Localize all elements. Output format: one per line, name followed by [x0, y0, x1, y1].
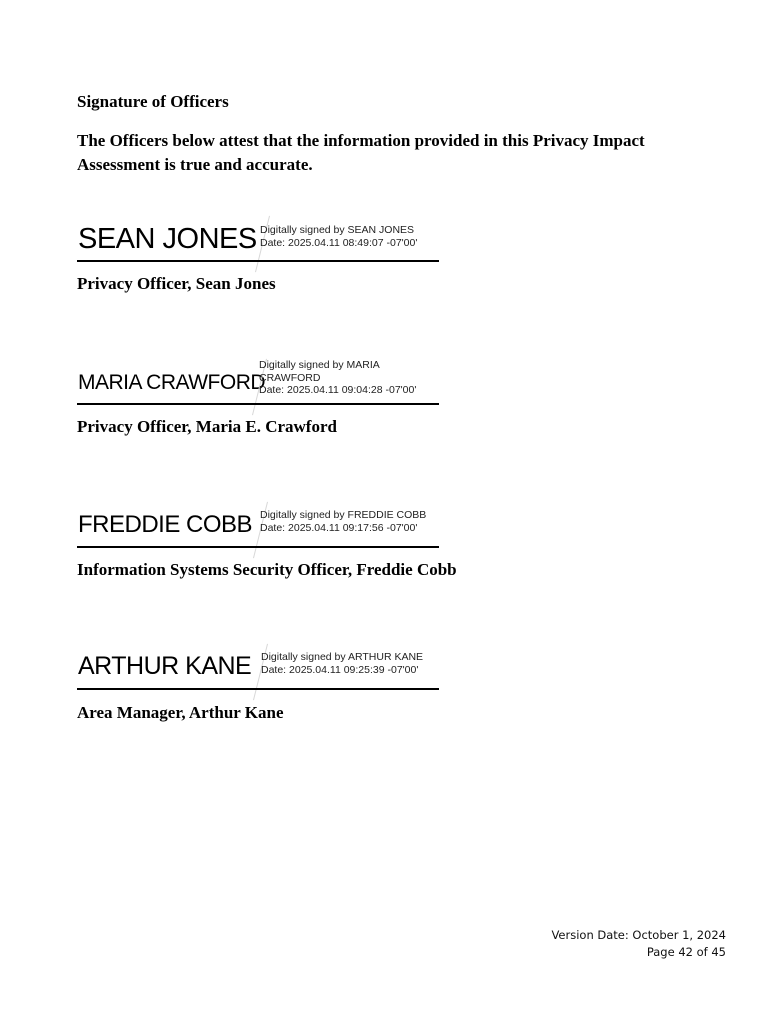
signature-line	[77, 688, 439, 690]
signature-detail-line: Digitally signed by FREDDIE COBB	[260, 509, 427, 521]
signature-caption-maria-crawford: Privacy Officer, Maria E. Crawford	[77, 417, 337, 436]
signature-block-arthur-kane[interactable]	[77, 600, 439, 690]
signature-date: Date: 2025.04.11 09:25:39 -07'00'	[261, 663, 419, 676]
signature-block-maria-crawford[interactable]	[77, 315, 439, 405]
signature-details	[260, 224, 417, 249]
signature-date: Date: 2025.04.11 09:04:28 -07'00'	[259, 384, 417, 396]
signature-name: FREDDIE COBB	[78, 511, 253, 538]
signature-caption-sean-jones: Privacy Officer, Sean Jones	[77, 274, 276, 293]
signature-caption-arthur-kane: Area Manager, Arthur Kane	[77, 703, 284, 722]
signature-name: SEAN JONES	[78, 223, 257, 255]
page-number: Page 42 of 45	[646, 945, 726, 959]
signature-block-sean-jones[interactable]	[77, 172, 439, 262]
signature-line	[77, 403, 439, 405]
signature-detail-line: Digitally signed by MARIA	[259, 359, 380, 371]
version-date: Version Date: October 1, 2024	[551, 928, 726, 942]
signature-date: Date: 2025.04.11 09:17:56 -07'00'	[260, 521, 418, 534]
signature-caption-freddie-cobb: Information Systems Security Officer, Freddie Cobb	[77, 560, 457, 579]
signature-detail-line: Digitally signed by ARTHUR KANE	[261, 651, 424, 663]
signature-name: MARIA CRAWFORD	[78, 371, 266, 394]
signature-detail-line: Digitally signed by SEAN JONES	[260, 224, 415, 236]
signature-date: Date: 2025.04.11 08:49:07 -07'00'	[260, 236, 418, 249]
signature-block-freddie-cobb[interactable]	[77, 458, 439, 548]
attestation-text: The Officers below attest that the information provided in this Privacy Impact Assessment is true and accurate.	[77, 131, 645, 174]
signature-details	[260, 509, 426, 534]
signature-details	[259, 359, 416, 397]
signature-line	[77, 546, 439, 548]
signature-detail-line: CRAWFORD	[259, 371, 321, 384]
signature-details	[261, 651, 423, 676]
section-heading: Signature of Officers	[77, 92, 229, 111]
signature-name: ARTHUR KANE	[78, 652, 252, 680]
signature-line	[77, 260, 439, 262]
